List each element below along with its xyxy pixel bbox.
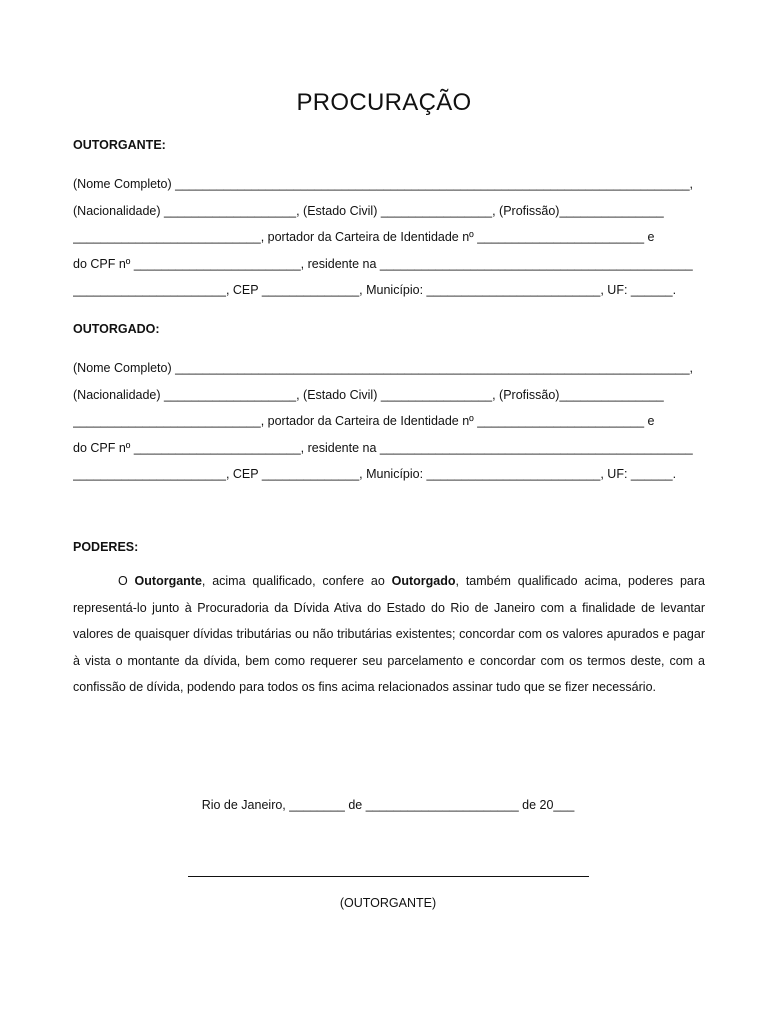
poderes-outorgado-bold: Outorgado <box>391 574 456 588</box>
outorgante-cpf-line: do CPF nº ________________________, residente na _____________________________________________ <box>73 256 693 271</box>
outorgado-nationality-line: (Nacionalidade) ___________________, (Estado Civil) ________________, (Profissão)_______________ <box>73 387 664 402</box>
outorgante-address-line: ______________________, CEP ______________, Município: _________________________, UF: ______. <box>73 283 677 297</box>
date-line: Rio de Janeiro, ________ de ______________________ de 20___ <box>201 798 575 812</box>
outorgado-address-line: ______________________, CEP ______________, Município: _________________________, UF: ______. <box>73 467 677 481</box>
document-title: PROCURAÇÃO <box>296 89 472 116</box>
poderes-paragraph <box>73 568 705 701</box>
poderes-outorgante-bold: Outorgante <box>134 574 202 588</box>
outorgado-name-line: (Nome Completo) __________________________________________________________________________, <box>73 361 694 375</box>
outorgado-heading: OUTORGADO: <box>73 322 160 336</box>
outorgante-fields <box>73 171 705 304</box>
signature-line <box>188 876 589 877</box>
outorgante-name-line: (Nome Completo) __________________________________________________________________________, <box>73 177 694 191</box>
poderes-text-middle: , acima qualificado, confere ao <box>201 574 392 588</box>
poderes-heading: PODERES: <box>73 540 139 554</box>
signature-label: (OUTORGANTE) <box>339 896 437 910</box>
outorgado-fields <box>73 355 705 488</box>
outorgante-nationality-line: (Nacionalidade) ___________________, (Estado Civil) ________________, (Profissão)_______________ <box>73 203 664 218</box>
poderes-text-o: O <box>118 574 135 588</box>
poderes-text-rest: , também qualificado acima, poderes para representá-lo junto à Procuradoria da Dívida Ativa do Estado do Rio de Janeiro com a finalidade de levantar valores de quaisquer dívidas tributárias ou não tributárias existentes; concordar com os valores apurados e pagar à vista o montante da dívida, bem como requerer seu parcelamento e concordar com os termos deste, com a confissão de dívida, podendo para todos os fins acima relacionados assinar tudo que se fizer necessário. <box>73 574 705 694</box>
outorgante-heading: OUTORGANTE: <box>73 138 166 152</box>
outorgado-identity-line: ___________________________, portador da Carteira de Identidade nº ________________________ e <box>73 414 655 428</box>
outorgado-cpf-line: do CPF nº ________________________, residente na _____________________________________________ <box>73 440 693 455</box>
outorgante-identity-line: ___________________________, portador da Carteira de Identidade nº ________________________ e <box>73 230 655 244</box>
